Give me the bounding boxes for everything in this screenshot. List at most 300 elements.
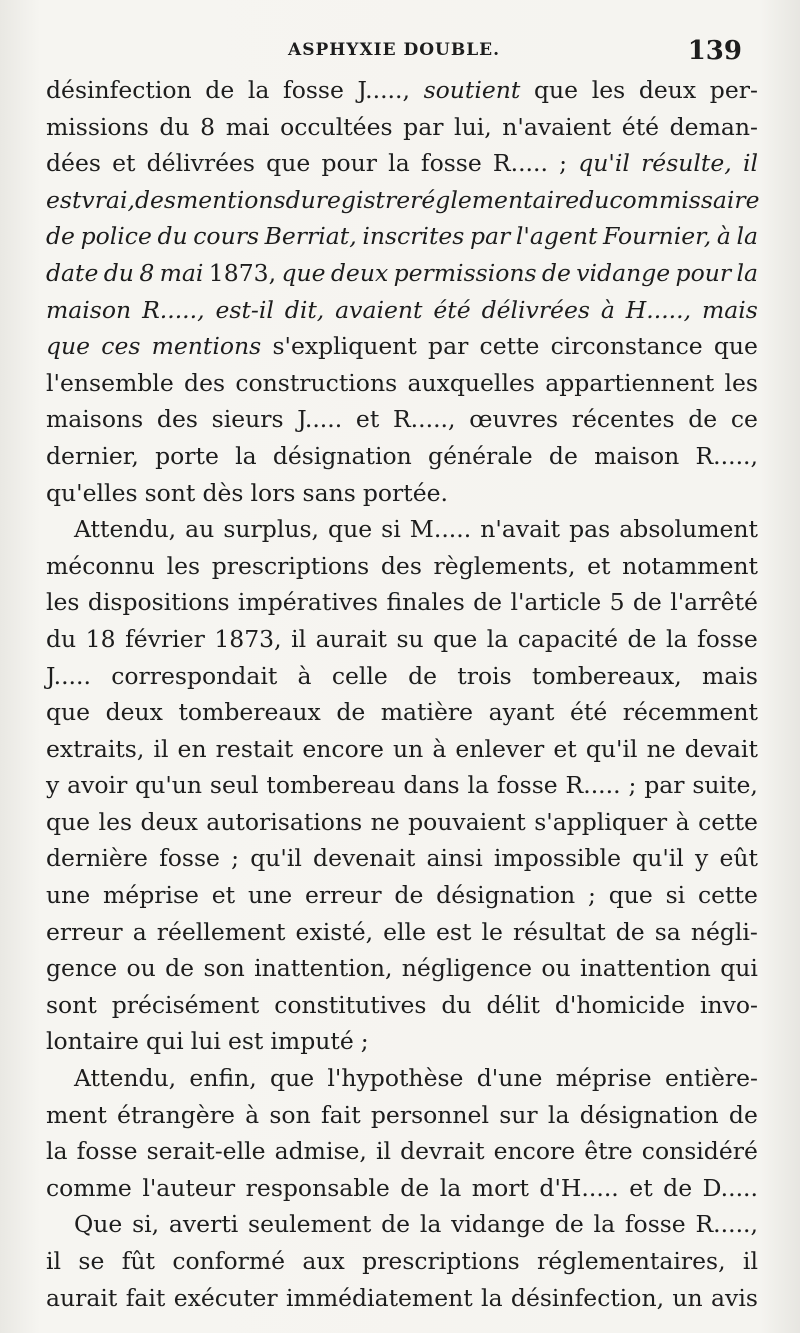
- word: l'ensemble: [46, 368, 174, 397]
- word: l'article: [510, 588, 602, 617]
- word: extraits,: [46, 734, 145, 763]
- word: désignation: [272, 441, 412, 470]
- word: R.....,: [392, 405, 456, 434]
- text-line: [46, 109, 758, 146]
- word: des: [380, 551, 422, 580]
- word: gence: [46, 954, 118, 983]
- word: du: [46, 624, 77, 653]
- running-title: ASPHYXIE DOUBLE.: [288, 40, 501, 60]
- word: été: [433, 295, 471, 324]
- word: de: [627, 624, 657, 653]
- word: fait: [320, 1100, 361, 1129]
- word: restait: [215, 734, 294, 763]
- word: lui,: [454, 112, 492, 141]
- word: sieurs: [211, 405, 284, 434]
- word: du: [441, 990, 472, 1019]
- word: la: [593, 1210, 616, 1239]
- word: maison: [594, 441, 680, 470]
- word: pour: [675, 258, 732, 287]
- text-line: [46, 621, 758, 658]
- word: de: [381, 1210, 411, 1239]
- word: M.....: [409, 515, 472, 544]
- text-line: [46, 182, 758, 219]
- word: et: [629, 1173, 653, 1202]
- word: du: [579, 185, 610, 214]
- word: la: [547, 1100, 570, 1129]
- word: matière: [380, 698, 474, 727]
- word: à: [432, 734, 447, 763]
- word: 8: [139, 258, 155, 287]
- word: à: [297, 661, 312, 690]
- word: entière-: [664, 1064, 758, 1093]
- word: surplus,: [223, 515, 320, 544]
- word: négligence: [401, 954, 533, 983]
- text-line: [46, 658, 758, 695]
- word: fosse: [76, 1137, 138, 1166]
- word: portée.: [362, 478, 448, 507]
- word: R.....: [565, 771, 621, 800]
- word: per-: [709, 76, 758, 104]
- word: la: [46, 1137, 68, 1166]
- word: averti: [168, 1210, 239, 1239]
- word: de: [205, 76, 235, 104]
- word: deux: [330, 258, 389, 287]
- word: négli-: [690, 917, 758, 946]
- word: été: [569, 698, 608, 727]
- word: la: [439, 1173, 462, 1202]
- word: lors: [250, 478, 296, 507]
- text-line: [46, 1133, 758, 1170]
- word: pouvaient: [408, 807, 526, 836]
- word: les: [591, 76, 626, 104]
- word: vidange: [576, 258, 671, 287]
- word: de: [688, 405, 718, 434]
- word: l'agent: [515, 222, 598, 251]
- word: comme: [46, 1173, 132, 1202]
- word: délivrées: [146, 149, 255, 178]
- word: du: [157, 222, 188, 251]
- text-line: [46, 584, 758, 621]
- word: impossible: [493, 844, 621, 873]
- word: d'H.....: [539, 1173, 619, 1202]
- word: que: [266, 149, 311, 178]
- word: 1873,: [214, 624, 282, 653]
- word: elle: [383, 917, 426, 946]
- word: appartiennent: [545, 368, 715, 397]
- page-number: 139: [687, 36, 742, 66]
- text-line: [46, 1097, 758, 1134]
- word: ce: [730, 405, 758, 434]
- word: admise,: [274, 1137, 367, 1166]
- word: de: [541, 258, 571, 287]
- word: dispositions: [87, 588, 230, 617]
- text-line: [46, 877, 758, 914]
- word: de: [728, 1100, 758, 1129]
- word: inscrites: [362, 222, 465, 251]
- word: cours: [193, 222, 260, 251]
- text-line: [46, 840, 758, 877]
- word: résulte,: [641, 149, 732, 178]
- word: que: [328, 515, 373, 544]
- text-line: [46, 292, 758, 329]
- text-line: [46, 255, 758, 292]
- word: du: [159, 112, 190, 141]
- word: capacité: [517, 624, 619, 653]
- word: ces: [101, 332, 141, 361]
- word: est: [227, 1027, 264, 1056]
- text-line: [46, 1243, 758, 1280]
- word: il: [153, 734, 169, 763]
- word: la: [736, 222, 758, 251]
- word: son: [269, 1100, 311, 1129]
- word: date: [46, 258, 99, 287]
- word: absolument: [619, 515, 758, 544]
- word: qui: [145, 1027, 184, 1056]
- word: désinfection: [46, 76, 192, 104]
- word: à: [716, 222, 731, 251]
- word: des: [156, 405, 198, 434]
- word: désignation: [436, 881, 576, 910]
- word: par: [469, 222, 511, 251]
- word: au: [185, 515, 215, 544]
- text-line: [46, 1060, 758, 1097]
- word: que: [713, 332, 758, 361]
- word: J.....: [297, 405, 343, 434]
- word: tombereau: [266, 771, 396, 800]
- word: ;: [360, 1027, 369, 1056]
- word: seul: [209, 771, 259, 800]
- word: février: [125, 624, 205, 653]
- word: enlever: [455, 734, 545, 763]
- word: qui: [720, 954, 758, 983]
- word: la: [419, 1210, 442, 1239]
- word: devait: [684, 734, 758, 763]
- word: d'une: [476, 1064, 543, 1093]
- word: dans: [403, 771, 460, 800]
- word: mentions: [175, 185, 286, 214]
- word: devrait: [400, 1137, 485, 1166]
- word: un: [672, 1283, 703, 1312]
- word: sans: [302, 478, 356, 507]
- word: J.....: [46, 661, 91, 690]
- word: deux: [638, 76, 697, 104]
- word: H.....,: [625, 295, 692, 324]
- body-text: [46, 72, 758, 1316]
- word: est: [436, 917, 472, 946]
- word: dit,: [284, 295, 325, 324]
- word: les: [46, 588, 80, 617]
- word: mai: [225, 112, 270, 141]
- word: D.....: [702, 1173, 758, 1202]
- page-header: [0, 36, 800, 76]
- word: mais: [702, 661, 758, 690]
- word: le: [481, 917, 503, 946]
- word: autorisations: [206, 807, 363, 836]
- word: par: [403, 112, 444, 141]
- word: R.....,: [142, 295, 205, 324]
- word: la: [736, 258, 758, 287]
- word: par: [428, 332, 469, 361]
- text-line: [46, 950, 758, 987]
- word: désinfection,: [510, 1283, 665, 1312]
- word: y: [695, 844, 709, 873]
- word: eût: [719, 844, 758, 873]
- word: de: [394, 881, 424, 910]
- word: il: [375, 1137, 392, 1166]
- word: exécuter: [173, 1283, 278, 1312]
- text-line: [46, 548, 758, 585]
- word: que: [534, 76, 579, 104]
- word: que: [281, 258, 326, 287]
- word: la: [486, 624, 509, 653]
- word: que: [46, 332, 91, 361]
- word: commissaire: [609, 185, 760, 214]
- word: encore: [493, 1137, 576, 1166]
- word: de: [615, 917, 645, 946]
- word: cette: [698, 807, 758, 836]
- text-line: [46, 731, 758, 768]
- word: de: [336, 698, 366, 727]
- word: réglementaire: [410, 185, 580, 214]
- word: auxquelles: [407, 368, 535, 397]
- word: serait-elle: [146, 1137, 266, 1166]
- word: il: [291, 624, 307, 653]
- word: inattention,: [254, 954, 393, 983]
- word: qu'il: [585, 734, 638, 763]
- word: et: [211, 881, 236, 910]
- word: de: [473, 588, 503, 617]
- word: qu'il: [578, 149, 630, 178]
- word: ayant: [488, 698, 555, 727]
- word: maisons: [46, 405, 144, 434]
- text-line: [46, 438, 758, 475]
- text-line: [46, 401, 758, 438]
- word: ou: [541, 954, 571, 983]
- word: a: [132, 917, 147, 946]
- word: de: [663, 1173, 693, 1202]
- word: inattention: [580, 954, 711, 983]
- word: des: [184, 368, 226, 397]
- word: sont: [144, 478, 196, 507]
- word: n'avaient: [502, 112, 612, 141]
- word: que: [608, 881, 653, 910]
- word: fosse: [624, 1210, 686, 1239]
- word: ;: [559, 149, 568, 178]
- word: méprise: [555, 1064, 652, 1093]
- word: existé,: [295, 917, 374, 946]
- word: cette: [479, 332, 540, 361]
- word: avoir: [67, 771, 128, 800]
- word: missions: [46, 112, 149, 141]
- word: R.....: [492, 149, 548, 178]
- word: ;: [587, 881, 596, 910]
- word: il: [742, 1247, 758, 1275]
- word: erreur: [46, 917, 123, 946]
- word: avaient: [335, 295, 423, 324]
- word: délivrées: [481, 295, 590, 324]
- word: l'arrêté: [670, 588, 758, 617]
- word: erreur: [304, 881, 382, 910]
- word: R.....,: [695, 441, 758, 470]
- word: R.....,: [695, 1210, 758, 1239]
- text-line: [46, 914, 758, 951]
- word: encore: [302, 734, 384, 763]
- text-line: [46, 145, 758, 182]
- word: Attendu,: [74, 515, 177, 544]
- word: à: [675, 807, 690, 836]
- word: aux: [302, 1247, 345, 1275]
- word: y: [46, 771, 60, 800]
- word: la: [388, 149, 410, 178]
- word: la: [467, 771, 489, 800]
- word: J.....,: [357, 76, 410, 104]
- word: celle: [331, 661, 388, 690]
- word: désignation: [579, 1100, 719, 1129]
- word: méconnu: [46, 551, 155, 580]
- word: étrangère: [117, 1100, 235, 1129]
- word: soutient: [423, 76, 521, 104]
- text-line: [46, 987, 758, 1024]
- word: impératives: [237, 588, 379, 617]
- word: prescriptions: [211, 551, 370, 580]
- word: enfin,: [189, 1064, 257, 1093]
- word: œuvres: [469, 405, 559, 434]
- text-line: [46, 475, 758, 512]
- word: circonstance: [550, 332, 703, 361]
- word: ;: [628, 771, 637, 800]
- word: les: [166, 551, 201, 580]
- word: porte: [155, 441, 219, 470]
- word: dées: [46, 149, 101, 178]
- word: que: [270, 1064, 315, 1093]
- word: s'appliquer: [534, 807, 668, 836]
- word: fosse: [283, 76, 344, 104]
- word: et: [553, 734, 577, 763]
- word: fosse: [159, 844, 220, 873]
- word: Fournier,: [603, 222, 712, 251]
- word: se: [78, 1247, 105, 1275]
- word: seulement: [248, 1210, 372, 1239]
- text-line: [46, 365, 758, 402]
- word: mais: [702, 295, 758, 324]
- word: s'expliquent: [272, 332, 417, 361]
- word: qu'un: [135, 771, 203, 800]
- word: de: [165, 954, 195, 983]
- word: il: [46, 1247, 62, 1275]
- word: constitutives: [274, 990, 427, 1019]
- word: la: [247, 76, 270, 104]
- word: vrai,: [81, 185, 135, 214]
- word: aurait: [315, 624, 387, 653]
- word: réglementaires,: [537, 1247, 726, 1275]
- text-line: [46, 511, 758, 548]
- word: finales: [386, 588, 465, 617]
- text-line: [46, 1206, 758, 1243]
- word: fosse: [420, 149, 482, 178]
- word: suite,: [692, 771, 758, 800]
- word: tombereaux: [178, 698, 321, 727]
- text-line: [46, 218, 758, 255]
- word: qu'elles: [46, 478, 138, 507]
- word: deux: [105, 698, 163, 727]
- word: récemment: [622, 698, 758, 727]
- word: l'auteur: [142, 1173, 236, 1202]
- word: du: [285, 185, 316, 214]
- word: dès: [202, 478, 244, 507]
- word: invo-: [699, 990, 758, 1019]
- word: mentions: [151, 332, 262, 361]
- text-line: [46, 694, 758, 731]
- word: de: [400, 1173, 430, 1202]
- word: police: [80, 222, 152, 251]
- text-line: [46, 72, 758, 109]
- word: pas: [569, 515, 611, 544]
- word: du: [103, 258, 134, 287]
- word: mai: [159, 258, 204, 287]
- word: de: [408, 661, 438, 690]
- word: personnel: [370, 1100, 489, 1129]
- word: responsable: [245, 1173, 390, 1202]
- word: mort: [471, 1173, 529, 1202]
- word: fosse: [696, 624, 758, 653]
- word: dernière: [46, 844, 148, 873]
- word: de: [46, 222, 75, 251]
- word: occultées: [280, 112, 393, 141]
- text-line: [46, 1170, 758, 1207]
- text-line: [46, 804, 758, 841]
- word: et: [587, 551, 611, 580]
- word: une: [46, 881, 91, 910]
- word: il: [742, 149, 758, 178]
- word: maison: [46, 295, 132, 324]
- word: de: [632, 588, 662, 617]
- word: que: [46, 698, 91, 727]
- word: lontaire: [46, 1027, 139, 1056]
- word: 5: [609, 588, 625, 617]
- text-line: [46, 328, 758, 365]
- word: ;: [231, 844, 240, 873]
- text-line: [46, 767, 758, 804]
- word: qu'il: [250, 844, 302, 873]
- word: su: [396, 624, 424, 653]
- word: des: [134, 185, 176, 214]
- word: sur: [499, 1100, 538, 1129]
- word: n'avait: [480, 515, 561, 544]
- word: ne: [370, 807, 400, 836]
- word: immédiatement: [286, 1283, 473, 1312]
- word: à: [245, 1100, 260, 1129]
- text-line: [46, 1280, 758, 1317]
- word: ainsi: [426, 844, 483, 873]
- word: registre: [315, 185, 411, 214]
- word: ment: [46, 1100, 107, 1129]
- word: sa: [654, 917, 681, 946]
- word: règlements,: [433, 551, 576, 580]
- word: et: [355, 405, 380, 434]
- word: de: [548, 441, 578, 470]
- word: être: [584, 1137, 633, 1166]
- word: 8: [200, 112, 216, 141]
- word: méprise: [103, 881, 199, 910]
- word: son: [203, 954, 245, 983]
- word: une: [247, 881, 293, 910]
- word: prescriptions: [362, 1247, 520, 1275]
- word: permissions: [393, 258, 537, 287]
- word: devenait: [313, 844, 416, 873]
- word: fosse: [496, 771, 558, 800]
- word: notamment: [622, 551, 758, 580]
- word: par: [644, 771, 685, 800]
